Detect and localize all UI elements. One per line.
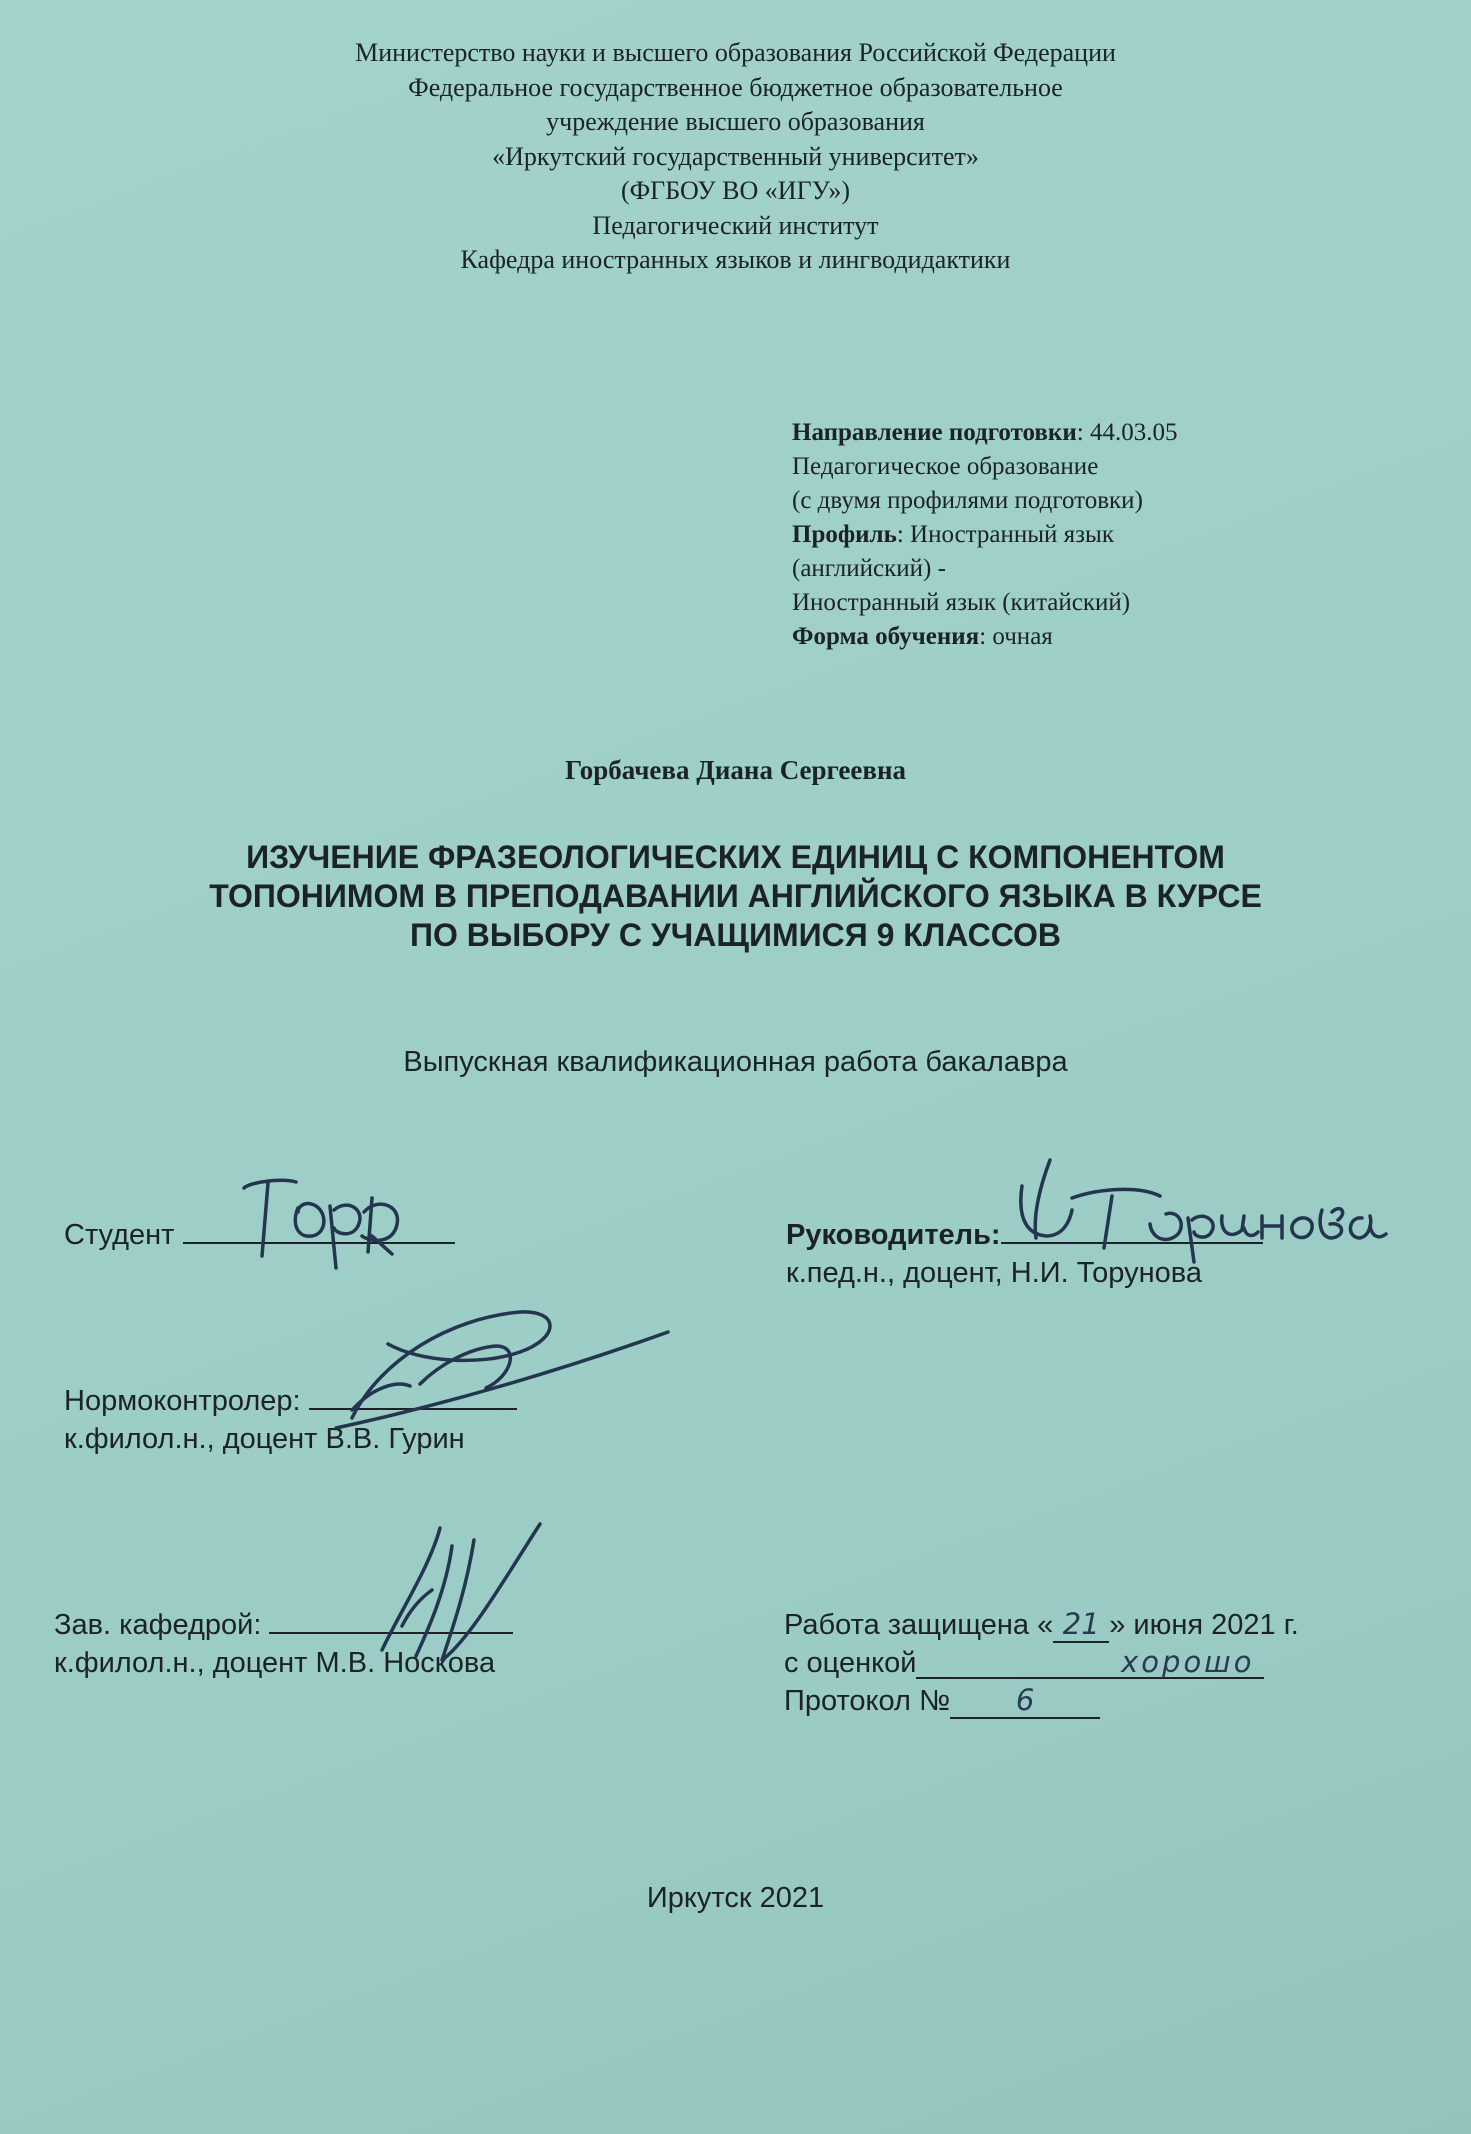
direction-line: Педагогическое образование	[792, 453, 1099, 480]
profile-line: (английский) -	[792, 555, 946, 582]
title-line: ПО ВЫБОРУ С УЧАЩИМИСЯ 9 КЛАССОВ	[410, 917, 1061, 953]
student-label: Студент	[64, 1219, 175, 1251]
student-signature	[244, 1180, 397, 1268]
header-line: Кафедра иностранных языков и лингводидактики	[460, 245, 1011, 274]
profile-label: Профиль	[792, 521, 897, 548]
supervisor-label: Руководитель	[786, 1219, 991, 1251]
form-label: Форма обучения	[792, 623, 980, 650]
work-type: Выпускная квалификационная работа бакалавра	[403, 1046, 1068, 1078]
defense-prefix: Работа защищена «	[784, 1609, 1054, 1641]
header-line: Федеральное государственное бюджетное образовательное	[408, 72, 1063, 102]
city-year: Иркутск 2021	[646, 1882, 825, 1914]
protocol-number: 6	[950, 1687, 1100, 1719]
normcontrol-signature	[336, 1312, 668, 1428]
grade-value: хорошо	[916, 1649, 1264, 1679]
form-value: : очная	[979, 623, 1053, 650]
header-line: Педагогический институт	[592, 210, 879, 240]
defense-suffix: » июня 2021 г.	[1109, 1609, 1299, 1641]
supervisor-row: Руководитель: к.пед.н., доцент, Н.И. Торунова	[786, 1216, 1263, 1292]
header-line: Министерство науки и высшего образования Российской Федерации	[355, 38, 1116, 67]
author-name: Горбачева Диана Сергеевна	[564, 755, 907, 785]
profile-value: : Иностранный язык	[896, 521, 1114, 548]
defense-day: 21	[1053, 1611, 1109, 1643]
grade-label: с оценкой	[784, 1647, 917, 1679]
protocol-label: Протокол №	[784, 1685, 951, 1717]
direction-label: Направление подготовки	[792, 419, 1077, 446]
head-details: к.филол.н., доцент М.В. Носкова	[54, 1647, 496, 1679]
header-line: (ФГБОУ ВО «ИГУ»)	[620, 176, 851, 205]
direction-line: (с двумя профилями подготовки)	[792, 487, 1143, 514]
supervisor-signature	[1021, 1160, 1386, 1262]
header-line: учреждение высшего образования	[546, 107, 925, 136]
profile-line: Иностранный язык (китайский)	[792, 589, 1131, 616]
normcontrol-details: к.филол.н., доцент В.В. Гурин	[64, 1423, 465, 1455]
head-signature	[382, 1524, 540, 1660]
direction-code: : 44.03.05	[1076, 419, 1178, 446]
title-line: ТОПОНИМОМ В ПРЕПОДАВАНИИ АНГЛИЙСКОГО ЯЗЫКА В КУРСЕ	[209, 878, 1262, 914]
header-line: «Иркутский государственный университет»	[492, 141, 979, 171]
supervisor-details: к.пед.н., доцент, Н.И. Торунова	[786, 1257, 1202, 1289]
title-line: ИЗУЧЕНИЕ ФРАЗЕОЛОГИЧЕСКИХ ЕДИНИЦ С КОМПОНЕНТОМ	[246, 839, 1225, 875]
normcontrol-label: Нормоконтролер:	[64, 1385, 301, 1417]
head-label: Зав. кафедрой:	[54, 1609, 262, 1641]
